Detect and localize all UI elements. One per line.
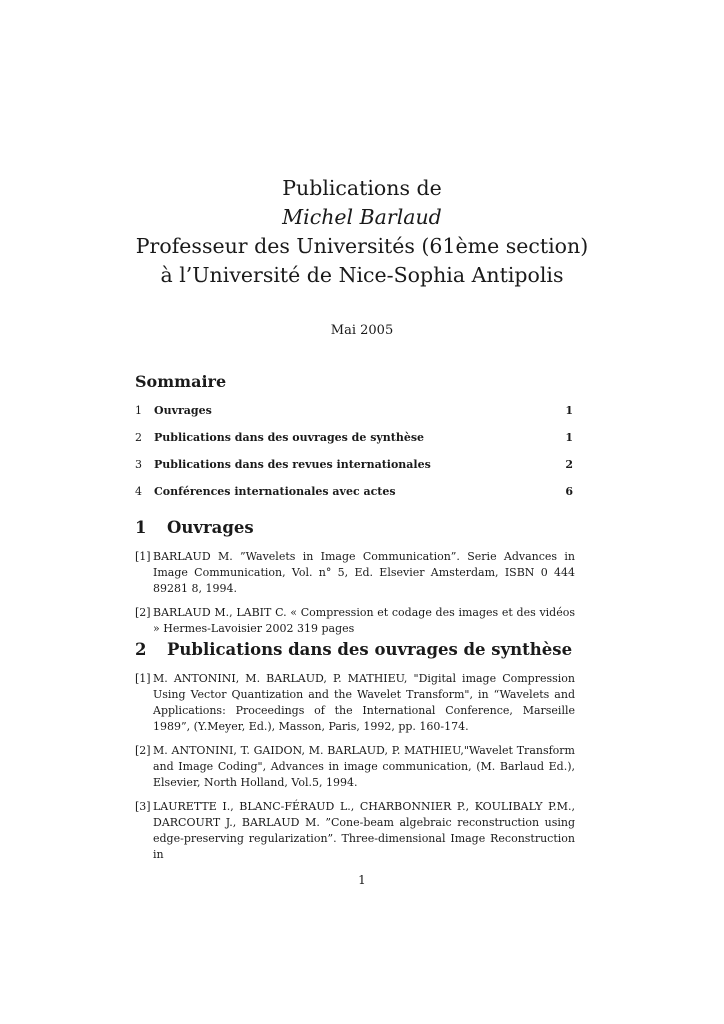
reference-number: [3]	[135, 800, 151, 813]
section-heading	[135, 640, 575, 659]
section-ouvrages	[135, 518, 575, 645]
table-of-contents	[135, 404, 573, 512]
toc-item[interactable]	[135, 485, 573, 512]
toc-heading: Sommaire	[135, 372, 227, 391]
reference-number: [1]	[135, 550, 151, 563]
document-date: Mai 2005	[330, 323, 394, 338]
section-number: 1	[135, 518, 147, 537]
toc-item-page: 6	[565, 485, 573, 498]
toc-item-title: Publications dans des ouvrages de synthèse	[154, 431, 425, 444]
section-number: 2	[135, 640, 147, 659]
author-position: Professeur des Universités (61ème section)	[135, 234, 589, 258]
toc-item[interactable]	[135, 404, 573, 431]
toc-item-title: Publications dans des revues internationales	[154, 458, 431, 471]
section-heading	[135, 518, 575, 537]
toc-item[interactable]	[135, 458, 573, 485]
reference-entry	[135, 549, 575, 597]
reference-text: M. ANTONINI, T. GAIDON, M. BARLAUD, P. MATHIEU,"Wavelet Transform and Image Coding", Advances in image communication, (M. Barlaud Ed.), Elsevier, North Holland, Vol.5, 1994.	[153, 744, 575, 789]
reference-number: [2]	[135, 744, 151, 757]
toc-item-number: 3	[135, 458, 142, 471]
reference-entry	[135, 743, 575, 791]
toc-item[interactable]	[135, 431, 573, 458]
section-title: Ouvrages	[167, 518, 254, 537]
reference-text: BARLAUD M., LABIT C. « Compression et codage des images et des vidéos » Hermes-Lavoisier 2002 319 pages	[153, 606, 575, 635]
reference-entry	[135, 671, 575, 735]
author-name: Michel Barlaud	[282, 205, 442, 229]
toc-item-number: 4	[135, 485, 142, 498]
document-title-block	[0, 174, 724, 290]
reference-number: [1]	[135, 672, 151, 685]
toc-item-page: 1	[565, 431, 573, 444]
toc-item-page: 2	[565, 458, 573, 471]
section-ouvrages-synthese	[135, 640, 575, 871]
section-title: Publications dans des ouvrages de synthèse	[167, 640, 573, 659]
toc-item-number: 1	[135, 404, 142, 417]
toc-item-title: Conférences internationales avec actes	[154, 485, 396, 498]
toc-item-page: 1	[565, 404, 573, 417]
author-affiliation: à l’Université de Nice-Sophia Antipolis	[160, 263, 564, 287]
reference-entry	[135, 605, 575, 637]
reference-text: LAURETTE I., BLANC-FÉRAUD L., CHARBONNIER P., KOULIBALY P.M., DARCOURT J., BARLAUD M. ”Cone-beam algebraic reconstruction using edge-preserving regularization”. Three-dimensional Image Reconstruction in	[153, 800, 575, 861]
toc-item-title: Ouvrages	[154, 404, 212, 417]
reference-number: [2]	[135, 606, 151, 619]
reference-text: M. ANTONINI, M. BARLAUD, P. MATHIEU, "Digital image Compression Using Vector Quantization and the Wavelet Transform", in “Wavelets and Applications: Proceedings of the International Conference, Marseille 1989”, (Y.Meyer, Ed.), Masson, Paris, 1992, pp. 160-174.	[153, 672, 575, 733]
page-number: 1	[358, 873, 366, 887]
reference-entry	[135, 799, 575, 863]
title-line: Publications de	[282, 176, 442, 200]
toc-item-number: 2	[135, 431, 142, 444]
reference-text: BARLAUD M. ”Wavelets in Image Communication”. Serie Advances in Image Communication, Vol. n° 5, Ed. Elsevier Amsterdam, ISBN 0 444 89281 8, 1994.	[153, 550, 575, 595]
